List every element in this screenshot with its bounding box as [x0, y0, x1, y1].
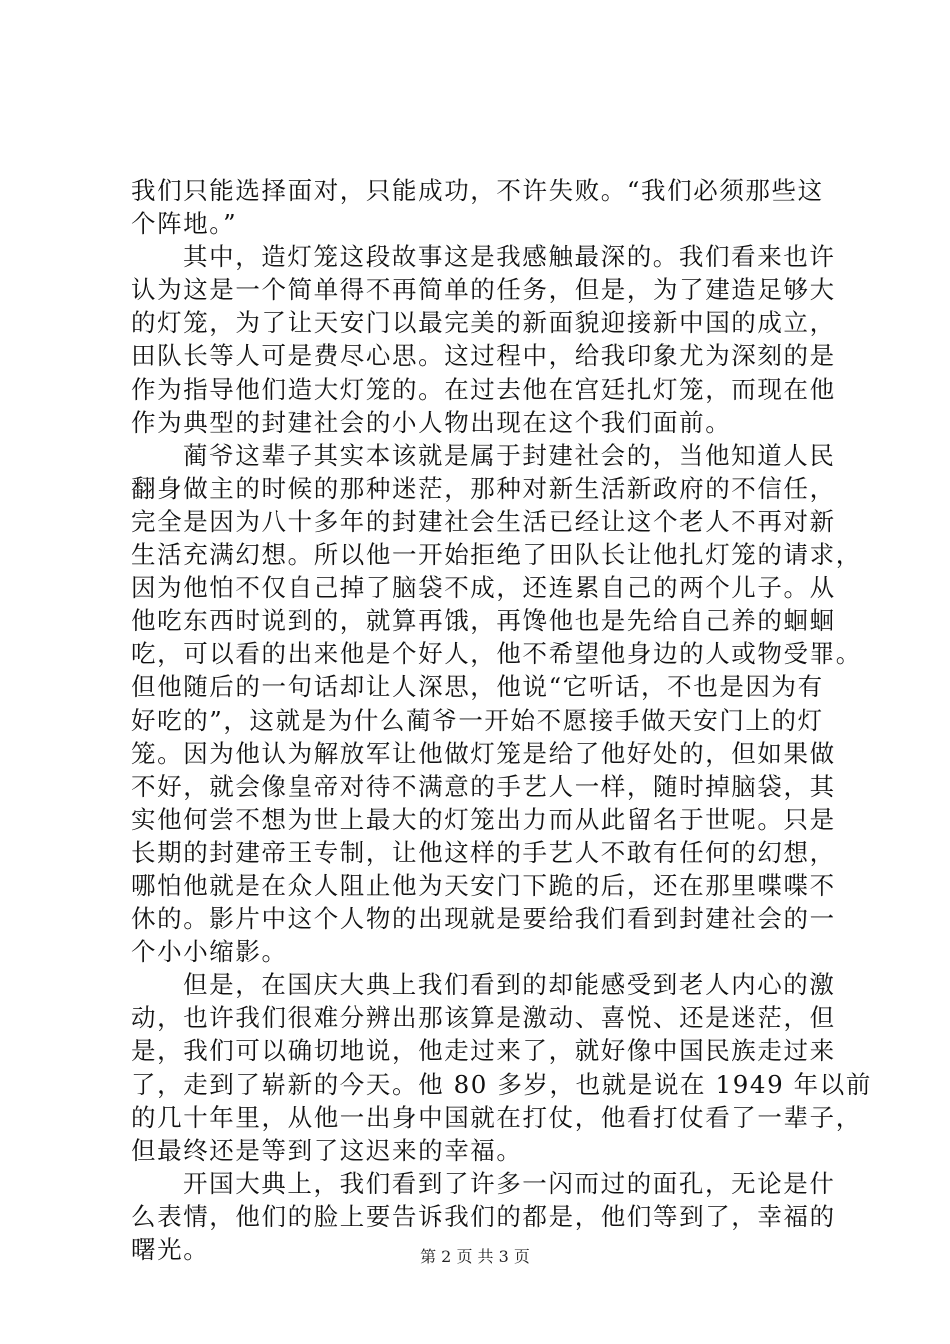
- text-line: 田队长等人可是费尽心思。这过程中，给我印象尤为深刻的是: [131, 341, 836, 371]
- text-line: 的几十年里，从他一出身中国就在打仗，他看打仗看了一辈子，: [131, 1102, 862, 1132]
- body-text: [131, 174, 872, 1266]
- text-line: 好吃的”，这就是为什么蔺爷一开始不愿接手做天安门上的灯: [131, 705, 824, 735]
- text-line: 我们只能选择面对，只能成功，不许失败。“我们必须那些这: [131, 176, 824, 205]
- text-line: 作为指导他们造大灯笼的。在过去他在宫廷扎灯笼，而现在他: [131, 374, 836, 404]
- text-line: 但他随后的一句话却让人深思，他说“它听话，不也是因为有: [131, 672, 824, 702]
- text-line: 么表情，他们的脸上要告诉我们的都是，他们等到了，幸福的: [131, 1201, 836, 1231]
- text-line: 哪怕他就是在众人阻止他为天安门下跪的后，还在那里喋喋不: [131, 870, 836, 900]
- text-line: 不好，就会像皇帝对待不满意的手艺人一样，随时掉脑袋，其: [131, 771, 836, 801]
- text-line: 认为这是一个简单得不再简单的任务，但是，为了建造足够大: [131, 275, 836, 305]
- text-line: 翻身做主的时候的那种迷茫，那种对新生活新政府的不信任，: [131, 473, 836, 503]
- text-line: 但最终还是等到了这迟来的幸福。: [131, 1135, 523, 1165]
- text-line: 实他何尝不想为世上最大的灯笼出力而从此留名于世呢。只是: [131, 804, 836, 834]
- text-line: 个小小缩影。: [131, 937, 288, 967]
- paragraph-start-line: 开国大典上，我们看到了许多一闪而过的面孔，无论是什: [183, 1168, 836, 1198]
- text-line: 生活充满幻想。所以他一开始拒绝了田队长让他扎灯笼的请求，: [131, 540, 862, 570]
- text-line: 他吃东西时说到的，就算再饿，再馋他也是先给自己养的蛔蛔: [131, 606, 836, 636]
- text-line: 是，我们可以确切地说，他走过来了，就好像中国民族走过来: [131, 1036, 836, 1066]
- text-line: 个阵地。”: [131, 209, 238, 239]
- text-line: 完全是因为八十多年的封建社会生活已经让这个老人不再对新: [131, 506, 836, 536]
- text-line: 休的。影片中这个人物的出现就是要给我们看到封建社会的一: [131, 904, 836, 934]
- text-line: 笼。因为他认为解放军让他做灯笼是给了他好处的，但如果做: [131, 738, 836, 768]
- text-line: 了，走到了崭新的今天。他 80 多岁，也就是说在 1949 年以前: [131, 1069, 872, 1099]
- paragraph-start-line: 但是，在国庆大典上我们看到的却能感受到老人内心的激: [183, 970, 836, 1000]
- text-line: 作为典型的封建社会的小人物出现在这个我们面前。: [131, 407, 732, 437]
- page-number-footer: 第 2 页 共 3 页: [420, 1247, 530, 1266]
- text-line: 动，也许我们很难分辨出那该算是激动、喜悦、还是迷茫，但: [131, 1003, 836, 1033]
- text-line: 曙光。: [131, 1235, 210, 1264]
- text-line: 的灯笼，为了让天安门以最完美的新面貌迎接新中国的成立，: [131, 308, 836, 338]
- paragraph-start-line: 蔺爷这辈子其实本该就是属于封建社会的，当他知道人民: [183, 440, 836, 470]
- text-line: 因为他怕不仅自己掉了脑袋不成，还连累自己的两个儿子。从: [131, 573, 836, 603]
- text-line: 长期的封建帝王专制，让他这样的手艺人不敢有任何的幻想，: [131, 837, 836, 867]
- text-line: 吃，可以看的出来他是个好人，他不希望他身边的人或物受罪。: [131, 639, 862, 669]
- paragraph-start-line: 其中，造灯笼这段故事这是我感触最深的。我们看来也许: [183, 242, 836, 272]
